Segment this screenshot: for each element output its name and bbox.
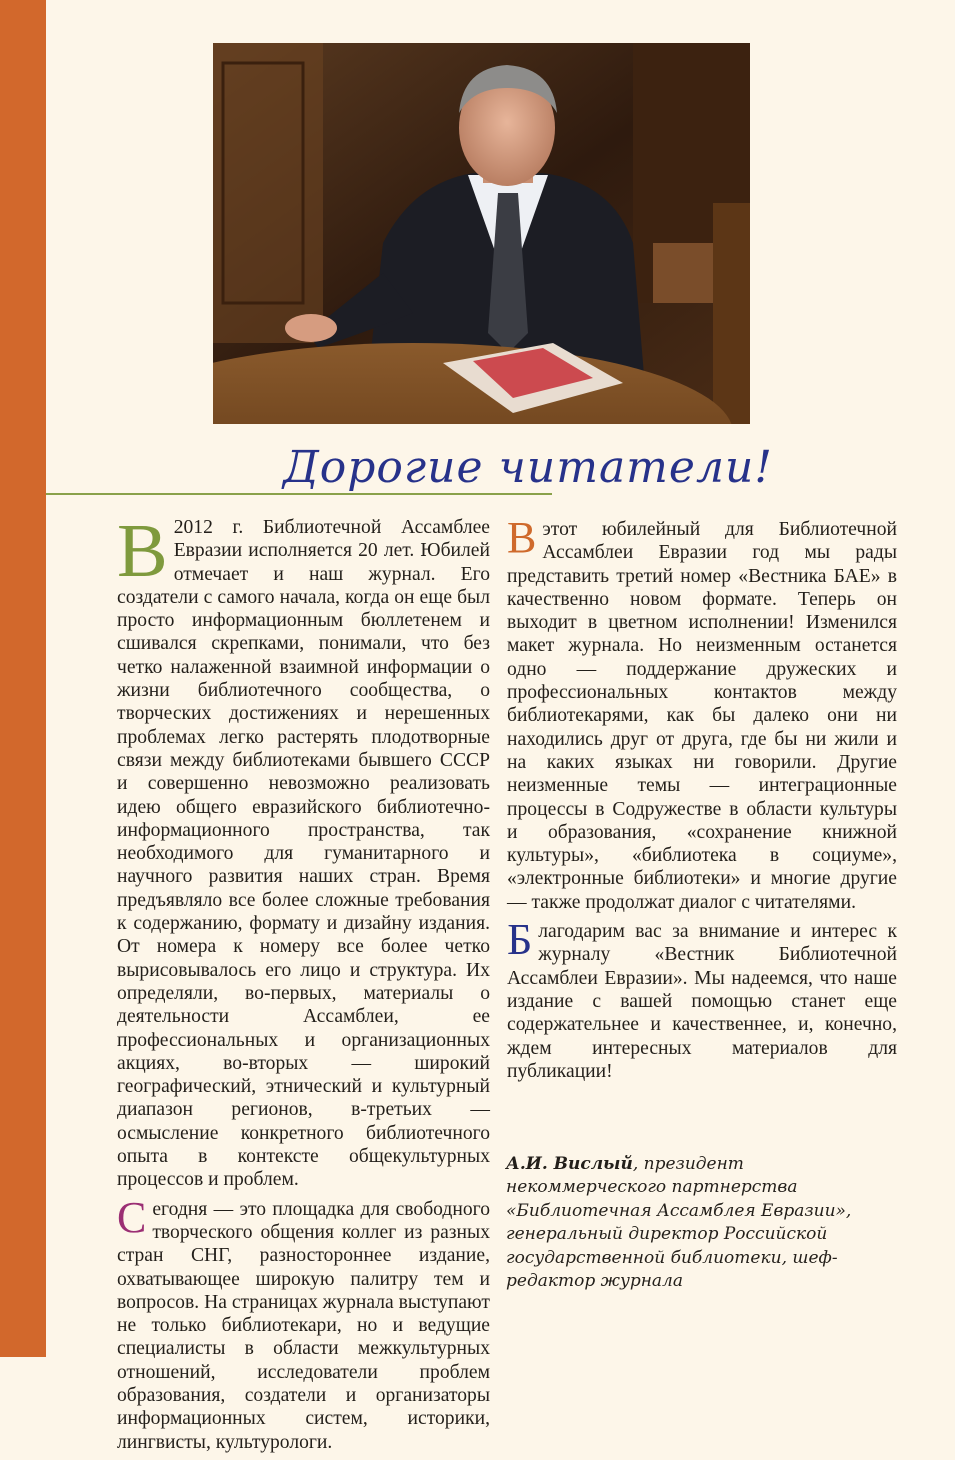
article-paragraph-2 xyxy=(117,1192,490,1454)
title-divider xyxy=(46,493,552,495)
article-paragraph-4 xyxy=(507,915,897,1083)
paragraph-text: егодня — это площадка для свободного творческого общения коллег из разных стран СНГ, разностороннее издание, охватывающее широкую палитру тем и вопросов. На страницах журнала выступают не только библиотекари, но и ведущие специалисты в области межкультурных отношений, исследователи проблем образования, создатели и организаторы информационных систем, историки, лингвисты, культурологи. xyxy=(117,1198,490,1453)
paragraph-text: этот юбилейный для Библиотечной Ассамблеи Евразии год мы рады представить третий номер «Вестника БАЕ» в качественно новом формате. Теперь он выходит в цветном исполнении! Изменился макет журнала. Но неизменным останется одно — поддержание дружеских и профессиональных контактов между библиотекарями, как бы далеко они ни находились друг от друга, где бы ни жили и на каких языках ни говорили. Другие неизменные темы — интеграционные процессы в Содружестве в области культуры и образования, «сохранение книжной культуры», «библиотека в социуме», «электронные библиотеки» и многие другие — также продолжат диалог с читателями. xyxy=(507,519,897,913)
author-signature xyxy=(506,1153,886,1293)
drop-cap: Б xyxy=(507,915,533,965)
article-column-left xyxy=(117,509,490,1460)
drop-cap: В xyxy=(507,513,537,562)
article-paragraph-1 xyxy=(117,509,490,1192)
article-paragraph-3 xyxy=(507,513,897,914)
article-column-right xyxy=(507,513,897,1089)
page-title: Дорогие читатели! xyxy=(283,442,773,493)
author-role: , президент некоммерческого партнерства «Библиотечная Ассамблея Евразии», генеральный директор Российской государственной библиотеки, шеф-редактор журнала xyxy=(506,1154,852,1292)
page-edge-stripe xyxy=(0,0,46,1357)
paragraph-text: лагодарим вас за внимание и интерес к журналу «Вестник Библиотечной Ассамблеи Евразии». Мы надеемся, что наше издание с вашей помощью станет еще содержательнее и качественнее, и, конечно, ждем интересных материалов для публикации! xyxy=(507,921,897,1082)
portrait-photo-icon xyxy=(213,43,750,424)
drop-cap: В xyxy=(117,509,168,593)
author-name: А.И. Вислый xyxy=(506,1154,633,1174)
paragraph-text: 2012 г. Библиотечной Ассамблее Евразии исполняется 20 лет. Юбилей отмечает и наш журнал. Его создатели с самого начала, когда он еще был просто информационным бюллетенем и сшивался скрепками, понимали, что без четко налаженной взаимной информации о жизни библиотечного сообщества, о творческих достижениях и нерешенных проблемах легко растерять плодотворные связи между библиотеками бывшего СССР и совершенно невозможно реализовать идею общего евразийского библиотечно-информационного пространства, так необходимого для гуманитарного и научного развития наших стран. Время предъявляло все более сложные требования к содержанию, формату и дизайну издания. От номера к номеру все более четко вырисовывалось его лицо и структура. Их определяли, во-первых, материалы о деятельности Ассамблеи, ее профессиональных и организационных акциях, во-вторых — широкий географический, этнический и культурный диапазон регионов, в-третьих — осмысление конкретного библиотечного опыта в контексте общекультурных процессов и проблем. xyxy=(117,517,490,1191)
drop-cap: С xyxy=(117,1192,147,1242)
